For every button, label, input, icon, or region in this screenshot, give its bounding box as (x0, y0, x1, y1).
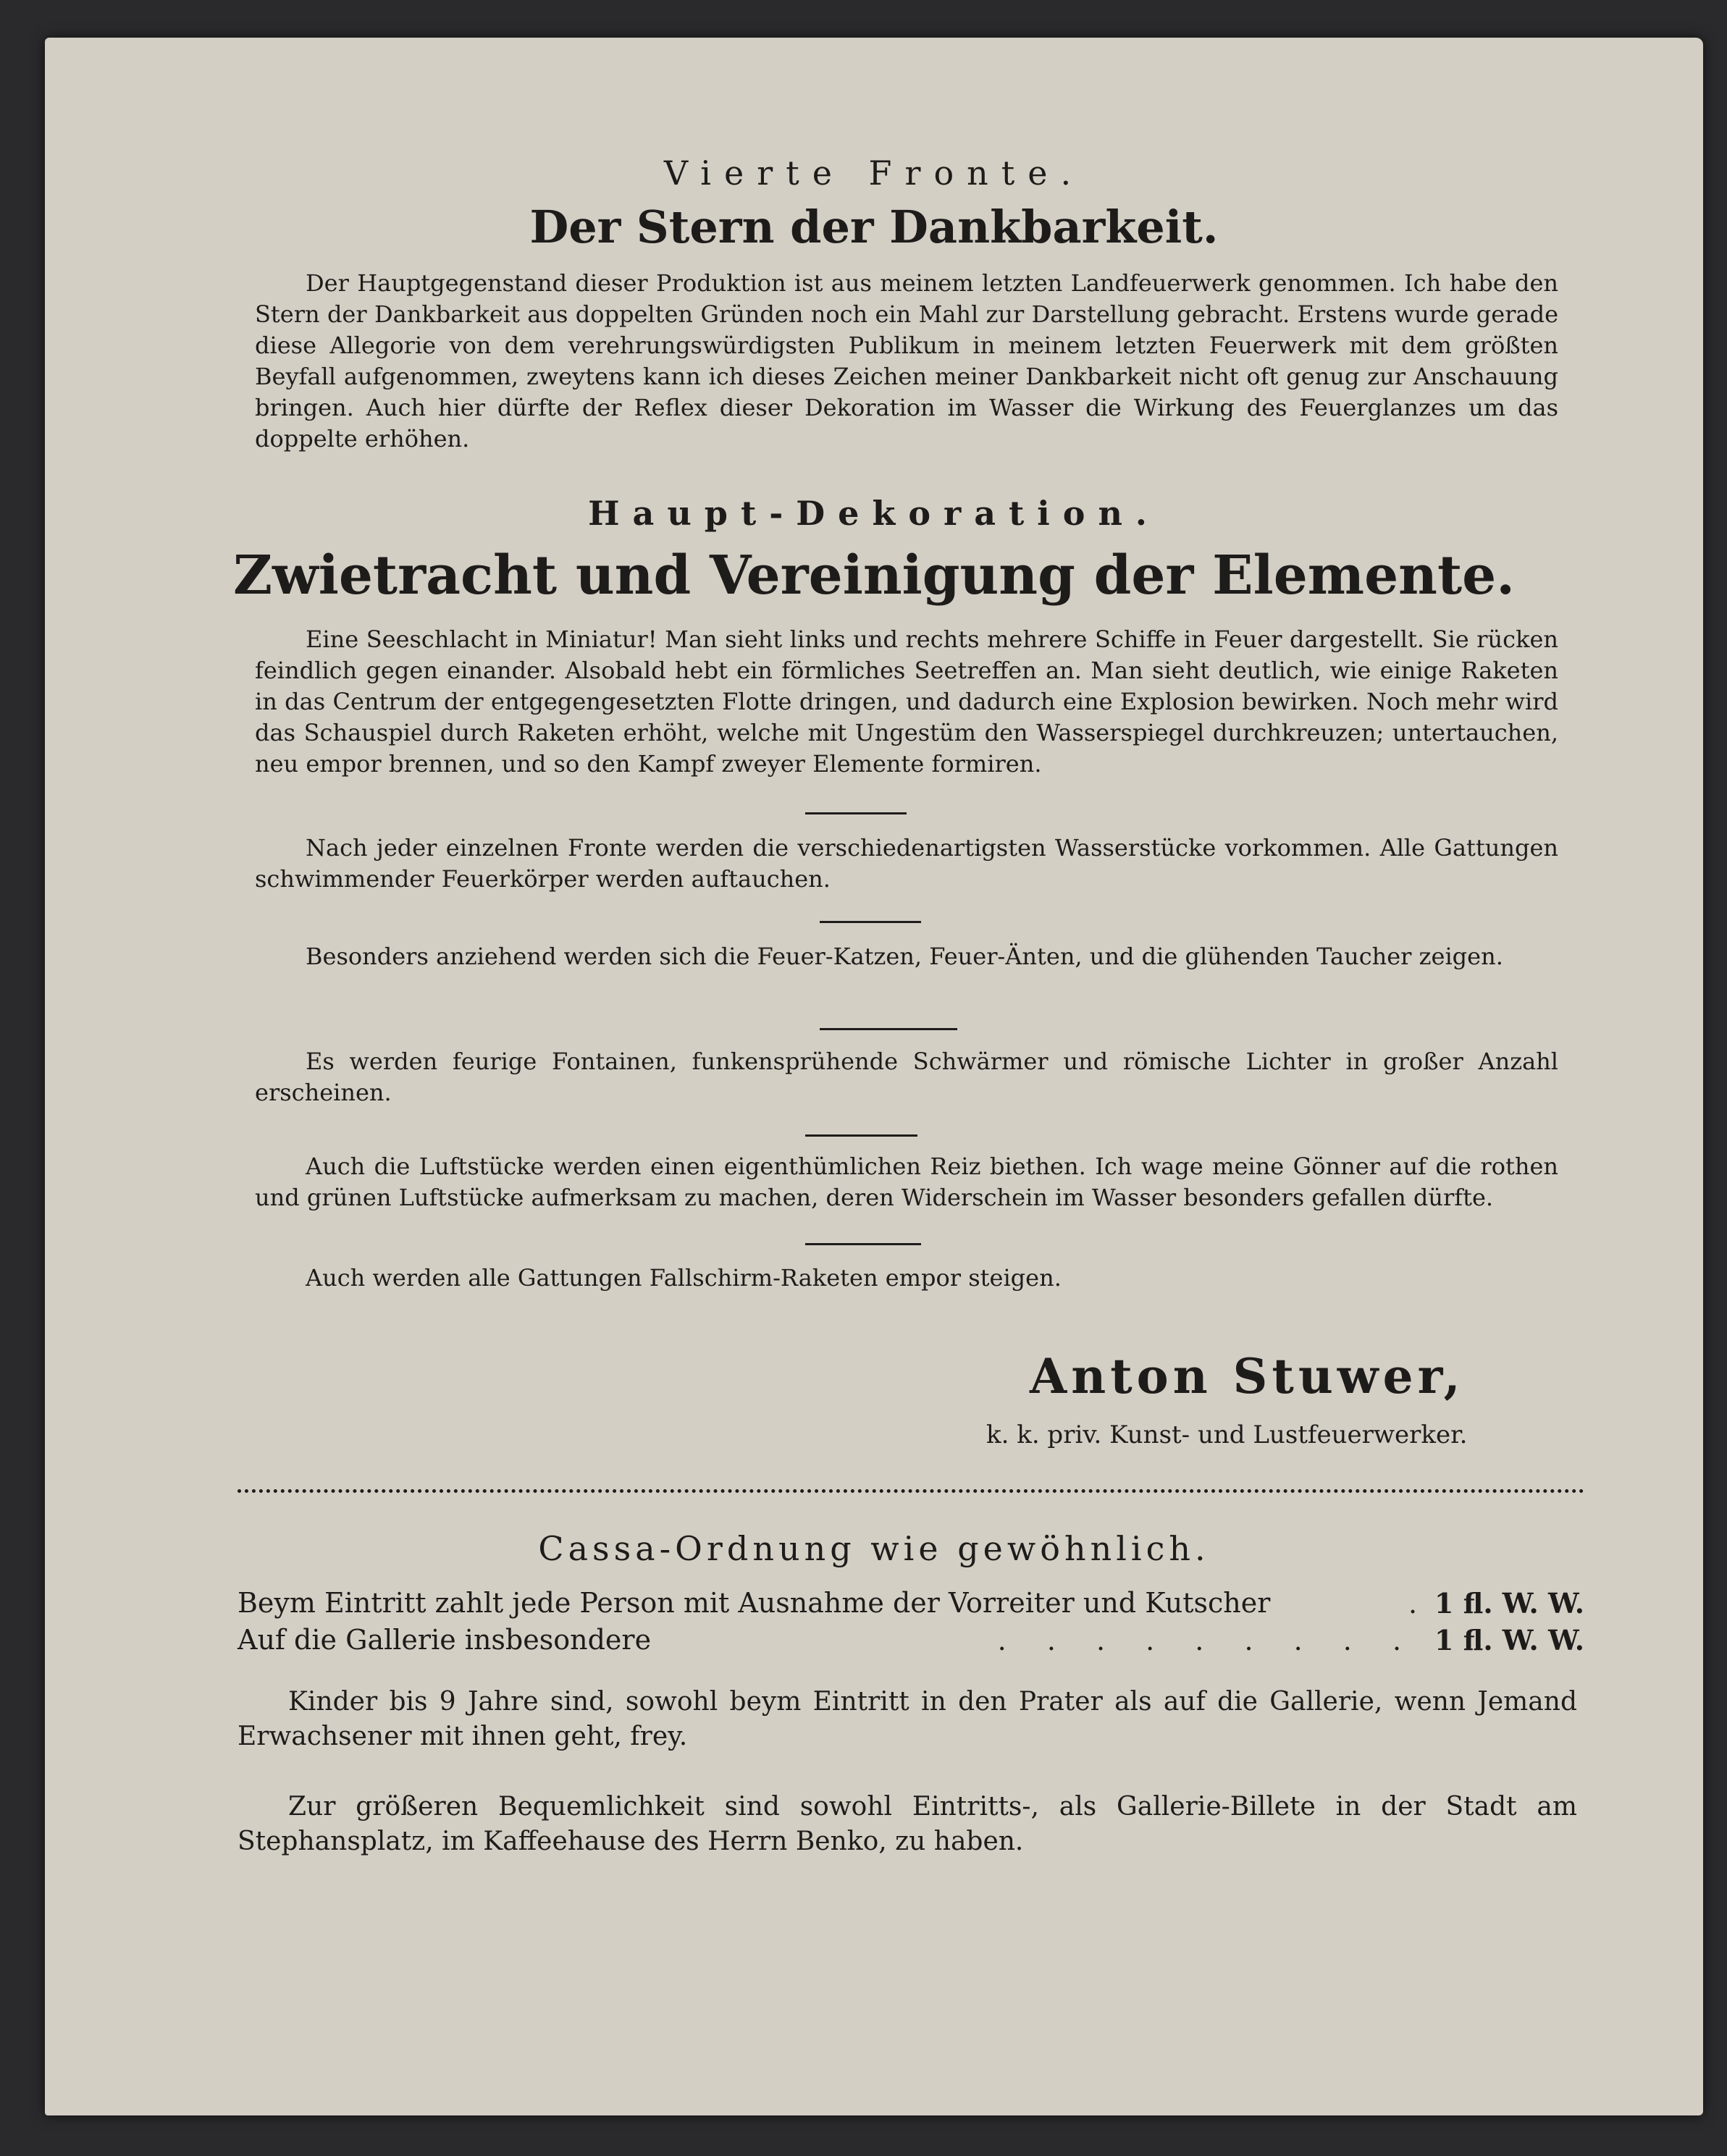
note-paragraph: Besonders anziehend werden sich die Feuer-Katzen, Feuer-Änten, und die glühenden Taucher zeigen. (306, 943, 1503, 970)
divider (805, 1134, 917, 1137)
signature-name: Anton Stuwer, (1030, 1348, 1465, 1405)
tickets-paragraph: Zur größeren Bequemlichkeit sind sowohl Eintritts-, als Gallerie-Billete in der Stadt am Stephansplatz, im Kaffeehause des Herrn Benko, zu haben. (238, 1792, 1577, 1856)
note-paragraph: Es werden feurige Fontainen, funkensprühende Schwärmer und römische Lichter in großer Anzahl erscheinen. (255, 1048, 1558, 1106)
cassa-heading: Cassa-Ordnung wie gewöhnlich. (538, 1529, 1210, 1568)
price-dots: . (1408, 1588, 1418, 1620)
price-amount: 1 fl. W. W. (1434, 1624, 1584, 1656)
note-paragraph: Nach jeder einzelnen Fronte werden die verschiedenartigsten Wasserstücke vorkommen. Alle Gattungen schwimmender Feuerkörper werden auftauchen. (255, 834, 1558, 893)
section-kicker: Vierte Fronte. (663, 153, 1085, 193)
note-block (255, 1263, 1558, 1294)
divider (820, 1028, 957, 1030)
separator-line (238, 1489, 1584, 1493)
price-table (238, 1587, 1584, 1656)
price-label: Auf die Gallerie insbesondere (238, 1624, 652, 1656)
note-paragraph: Auch die Luftstücke werden einen eigenthümlichen Reiz biethen. Ich wage meine Gönner auf die rothen und grünen Luftstücke aufmerksam zu machen, deren Widerschein im Wasser besonders gefallen dürfte. (255, 1153, 1558, 1211)
section-title: Zwietracht und Vereinigung der Elemente. (233, 544, 1515, 607)
divider (805, 812, 907, 814)
divider (805, 1243, 921, 1245)
section-paragraph: Eine Seeschlacht in Miniatur! Man sieht links und rechts mehrere Schiffe in Feuer dargestellt. Sie rücken feindlich gegen einander. Alsobald hebt ein förmliches Seetreffen an. Man sieht deutlich, wie einige Raketen in das Centrum der entgegengesetzten Flotte dringen, und dadurch eine Explosion bewirken. Noch mehr wird das Schauspiel durch Raketen erhöht, welche mit Ungestüm den Wasserspiegel durchkreuzen; untertauchen, neu empor brennen, und so den Kampf zweyer Elemente formiren. (255, 626, 1558, 778)
note-block (255, 1046, 1558, 1108)
section-paragraph: Der Hauptgegenstand dieser Produktion ist aus meinem letzten Landfeuerwerk genommen. Ich habe den Stern der Dankbarkeit aus doppelten Gründen noch ein Mahl zur Darstellung gebracht. Erstens wurde gerade diese Allegorie von dem verehrungswürdigsten Publikum in meinem letzten Feuerwerk mit dem größten Beyfall aufgenommen, zweytens kann ich dieses Zeichen meiner Dankbarkeit nicht oft genug zur Anschauung bringen. Auch hier dürfte der Reflex dieser Dekoration im Wasser die Wirkung des Feuerglanzes um das doppelte erhöhen. (255, 269, 1558, 452)
tickets-note (238, 1790, 1577, 1859)
divider (820, 921, 921, 923)
signature-title: k. k. priv. Kunst- und Lustfeuerwerker. (986, 1420, 1468, 1449)
price-row (238, 1587, 1584, 1620)
section-body (255, 624, 1558, 780)
note-block (255, 1151, 1558, 1213)
price-label: Beym Eintritt zahlt jede Person mit Ausnahme der Vorreiter und Kutscher (238, 1587, 1271, 1619)
children-paragraph: Kinder bis 9 Jahre sind, sowohl beym Eintritt in den Prater als auf die Gallerie, wenn Jemand Erwachsener mit ihnen geht, frey. (238, 1687, 1577, 1751)
price-amount: 1 fl. W. W. (1434, 1587, 1584, 1620)
section-title: Der Stern der Dankbarkeit. (529, 201, 1219, 253)
price-row (238, 1624, 1584, 1656)
price-dots: . . . . . . . . . (997, 1625, 1418, 1656)
note-paragraph: Auch werden alle Gattungen Fallschirm-Raketen empor steigen. (306, 1264, 1062, 1292)
children-note (238, 1685, 1577, 1754)
note-block (255, 941, 1558, 972)
section-body (255, 268, 1558, 455)
poster-sheet (45, 38, 1703, 2115)
section-kicker: Haupt-Dekoration. (588, 494, 1160, 533)
note-block (255, 833, 1558, 895)
